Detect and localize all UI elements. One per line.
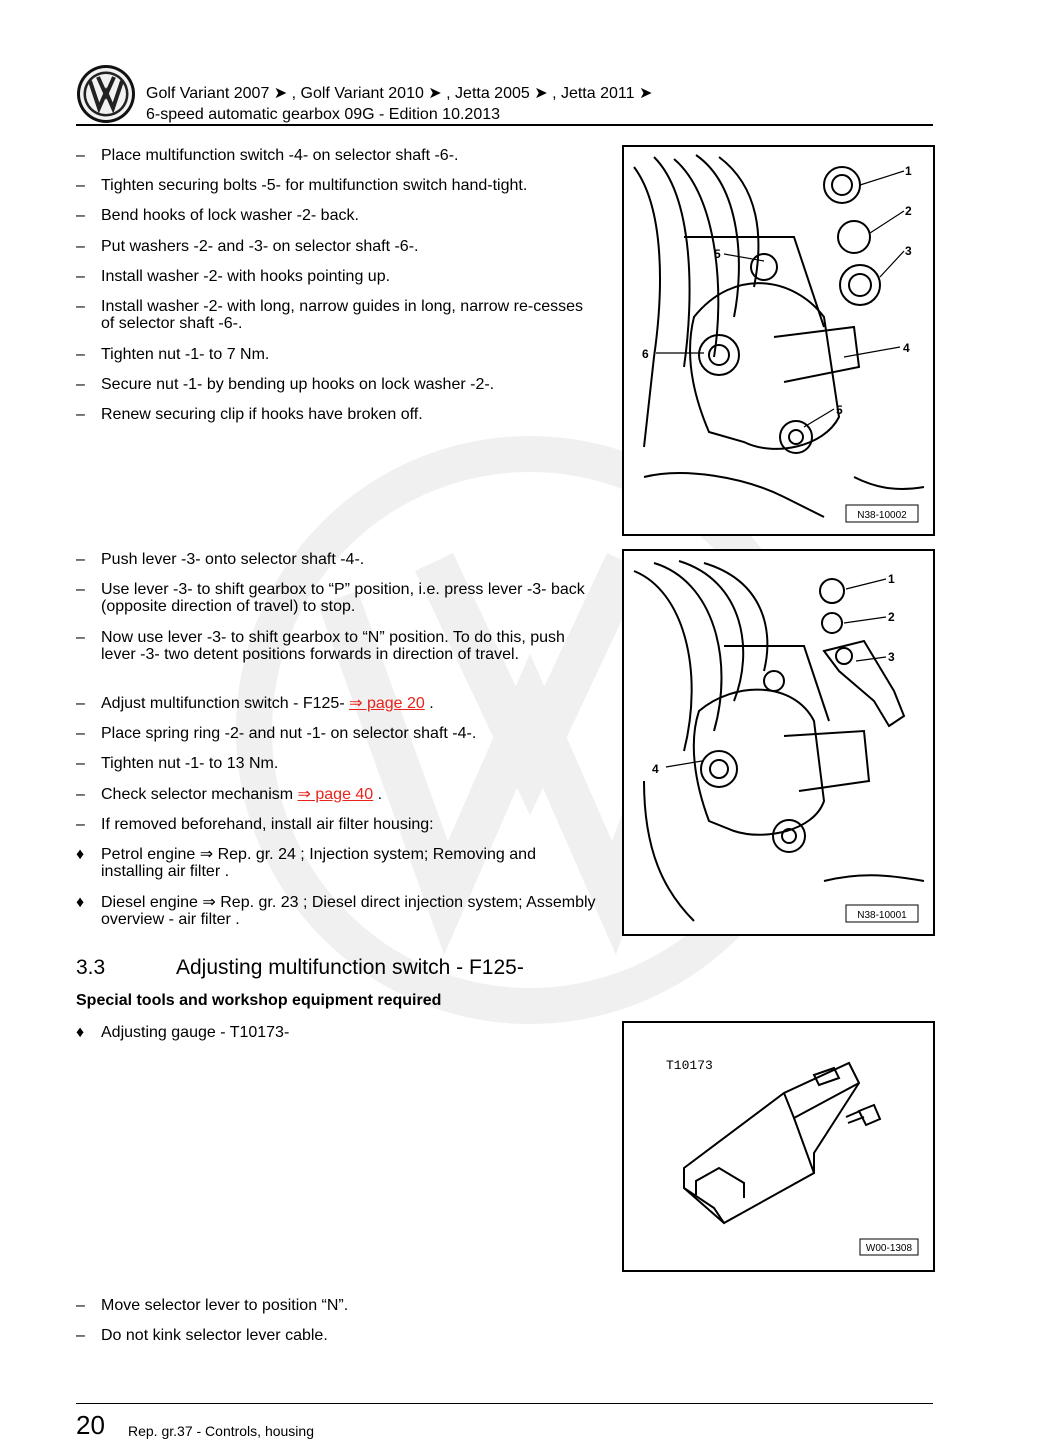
figure-adjusting-gauge (622, 1021, 935, 1272)
fig2-label-3: 3 (888, 650, 895, 664)
section-number: 3.3 (76, 956, 106, 979)
fig2-label-2: 2 (888, 610, 895, 624)
fig1-label-1: 1 (905, 164, 912, 178)
page-number: 20 (76, 1410, 105, 1440)
special-tools-heading: Special tools and workshop equipment required (76, 992, 442, 1009)
fig1-code: N38-10002 (857, 510, 907, 521)
fig2-label-4: 4 (652, 762, 659, 776)
fig1-label-4: 4 (903, 341, 910, 355)
figure-multifunction-switch (622, 145, 935, 536)
footer-divider (76, 1403, 933, 1404)
page-40-link[interactable]: ⇒ page 40 (297, 786, 374, 803)
figure-selector-lever (622, 549, 935, 936)
fig3-code: W00-1308 (865, 1243, 913, 1254)
section-title: Adjusting multifunction switch - F125- (176, 956, 524, 979)
figure-drawing (624, 551, 933, 934)
fig2-label-1: 1 (888, 572, 895, 586)
figure-drawing (624, 147, 933, 534)
fig1-label-5b: 5 (836, 403, 843, 417)
fig2-code: N38-10001 (857, 910, 907, 921)
vw-logo-icon (76, 64, 136, 124)
fig1-label-5a: 5 (714, 247, 721, 261)
fig1-label-2: 2 (905, 204, 912, 218)
header-title-line1: Golf Variant 2007 ➤ , Golf Variant 2010 ➤ , Jetta 2005 ➤ , Jetta 2011 ➤ (146, 85, 653, 102)
figure-drawing (624, 1023, 933, 1270)
footer-text: Rep. gr.37 - Controls, housing (128, 1423, 314, 1439)
fig1-label-3: 3 (905, 244, 912, 258)
header-title-line2: 6-speed automatic gearbox 09G - Edition 10.2013 (146, 106, 501, 123)
fig1-label-6: 6 (642, 347, 649, 361)
page-20-link[interactable]: ⇒ page 20 (349, 695, 425, 712)
header-divider (76, 124, 933, 126)
fig3-tool-label: T10173 (666, 1058, 713, 1073)
